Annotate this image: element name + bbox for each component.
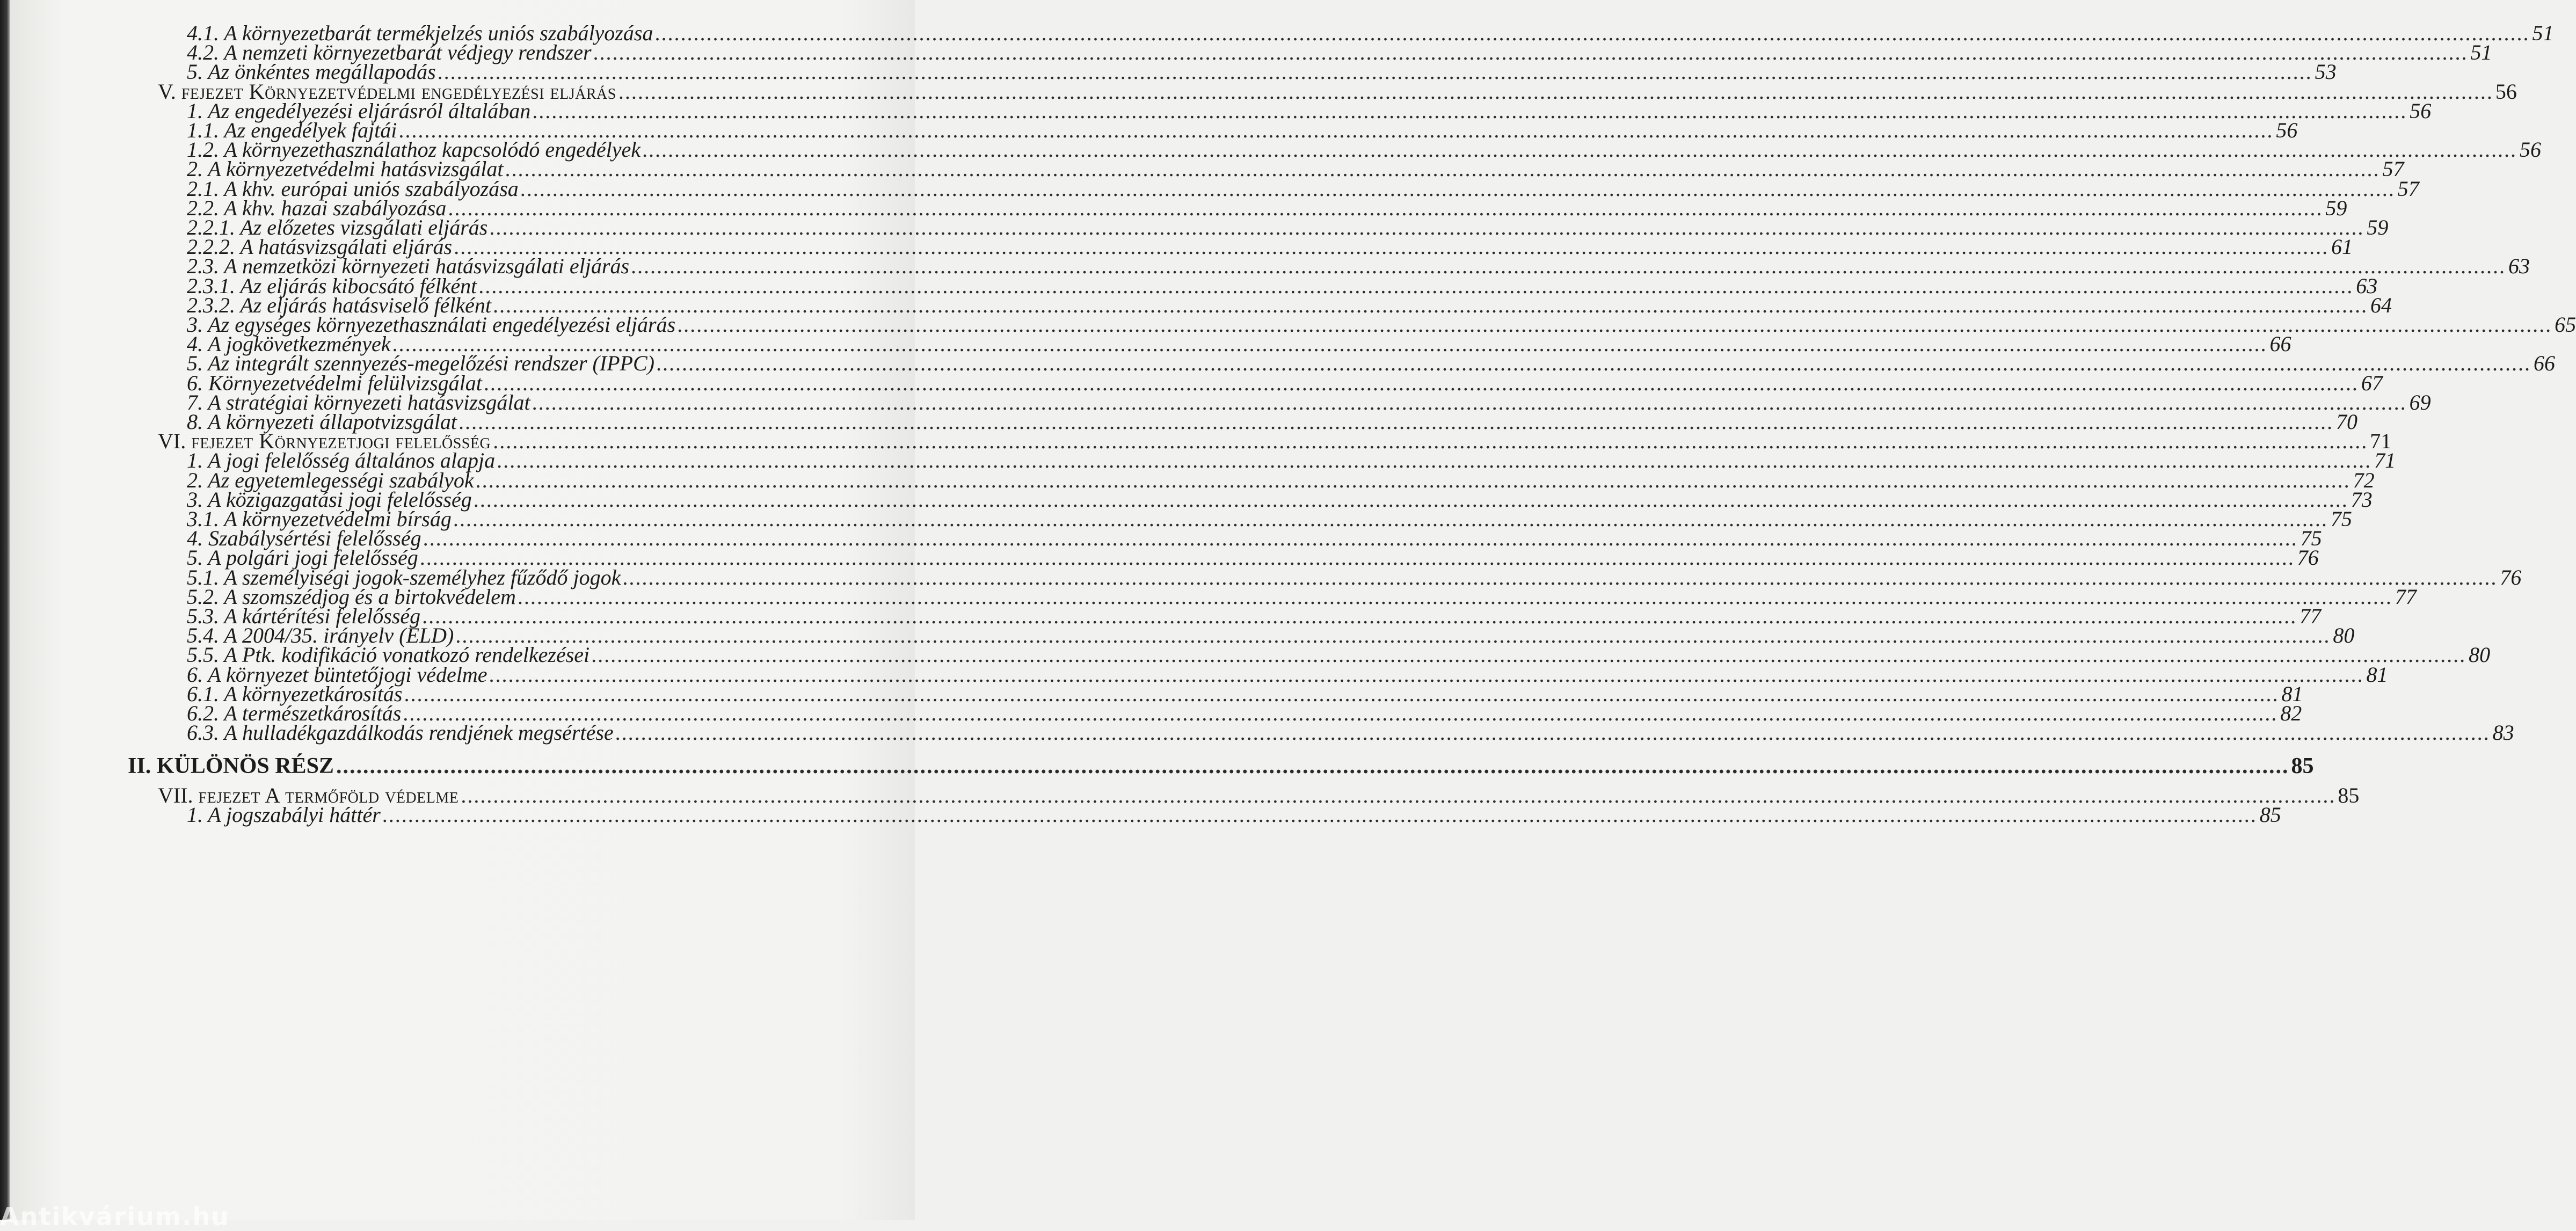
toc-page-number: 72 xyxy=(2353,468,2375,492)
toc-page-number: 83 xyxy=(2492,720,2514,745)
toc-part-entry xyxy=(128,752,2314,780)
toc-page-number: 63 xyxy=(2356,273,2378,298)
toc-page-number: 56 xyxy=(2520,137,2541,162)
toc-entry-title: 4. A jogkövetkezmények xyxy=(187,332,391,356)
book-spine-shadow xyxy=(0,0,10,1220)
toc-entry-title: 2.1. A khv. európai uniós szabályozása xyxy=(187,176,519,201)
toc-page-number: 85 xyxy=(2291,754,2314,779)
toc-entry-title: 5.2. A szomszédjog és a birtokvédelem xyxy=(187,584,516,609)
toc-entry-title: 1.1. Az engedélyek fajtái xyxy=(187,118,397,142)
toc-page-number: 71 xyxy=(2374,448,2396,473)
toc-page-number: 85 xyxy=(2338,783,2360,807)
toc-entry xyxy=(187,801,2281,829)
toc-entry-title: VI. fejezet Környezetjogi felelősség xyxy=(158,429,491,454)
toc-entry-title: 2.3. A nemzetközi környezeti hatásvizsgálati eljárás xyxy=(187,254,630,279)
toc-page-number: 51 xyxy=(2470,40,2492,65)
toc-entry-title: 6.2. A természetkárosítás xyxy=(187,701,402,725)
toc-entry xyxy=(187,719,2514,747)
toc-page-number: 59 xyxy=(2325,195,2347,220)
toc-entry-title: 2.2.2. A hatásvizsgálati eljárás xyxy=(187,235,453,259)
toc-entry-title: 5.4. A 2004/35. irányelv (ELD) xyxy=(187,623,454,648)
toc-page-number: 77 xyxy=(2300,604,2322,628)
toc-entry-title: 5.5. A Ptk. kodifikáció vonatkozó rendelkezései xyxy=(187,643,590,667)
toc-entry-title: 3. Az egységes környezethasználati engedélyezési eljárás xyxy=(187,312,676,337)
toc-entry-title: 1. A jogi felelősség általános alapja xyxy=(187,448,496,473)
toc-entry-title: 6.3. A hulladékgazdálkodás rendjének megsértése xyxy=(187,720,614,745)
toc-entry-title: 5. A polgári jogi felelősség xyxy=(187,545,418,570)
toc-page-number: 71 xyxy=(2370,429,2392,454)
toc-page-number: 66 xyxy=(2533,351,2555,376)
toc-entry-title: 1.2. A környezethasználathoz kapcsolódó engedélyek xyxy=(187,137,641,162)
toc-entry-title: 8. A környezeti állapotvizsgálat xyxy=(187,410,457,434)
toc-entry-title: 3.1. A környezetvédelmi bírság xyxy=(187,507,452,531)
toc-page-number: 76 xyxy=(2500,565,2522,589)
toc-page-number: 57 xyxy=(2382,157,2404,181)
toc-entry-title: V. fejezet Környezetvédelmi engedélyezési eljárás xyxy=(158,79,616,104)
toc-entry-title: 6. A környezet büntetőjogi védelme xyxy=(187,662,487,687)
toc-entry-title: VII. fejezet A termőföld védelme xyxy=(158,783,459,807)
toc-page-number: 76 xyxy=(2297,545,2319,570)
toc-page-number: 70 xyxy=(2335,410,2357,434)
toc-dot-leader xyxy=(336,752,2289,780)
toc-page-number: 77 xyxy=(2395,584,2417,609)
toc-page-number: 81 xyxy=(2281,681,2303,706)
toc-entry-title: 1. Az engedélyezési eljárásról általában xyxy=(187,98,531,123)
toc-entry-title: 2.3.2. Az eljárás hatásviselő félként xyxy=(187,293,491,317)
toc-page-number: 73 xyxy=(2351,487,2373,512)
toc-page-number: 75 xyxy=(2300,526,2322,551)
toc-page-number: 82 xyxy=(2280,701,2302,725)
toc-page-number: 64 xyxy=(2370,293,2392,317)
toc-page-number: 59 xyxy=(2367,215,2389,239)
toc-dot-leader xyxy=(616,719,2491,747)
toc-page-number: 69 xyxy=(2409,390,2431,414)
toc-entry-title: 5. Az önkéntes megállapodás xyxy=(187,60,436,84)
toc-entry-title: 4.1. A környezetbarát termékjelzés uniós szabályozása xyxy=(187,21,653,45)
toc-entry-title: 5. Az integrált szennyezés-megelőzési rendszer (IPPC) xyxy=(187,351,654,376)
toc-entry-title: 4. Szabálysértési felelősség xyxy=(187,526,421,551)
toc-entry-title: 6.1. A környezetkárosítás xyxy=(187,681,403,706)
toc-page-number: 56 xyxy=(2495,79,2517,104)
toc-page-number: 51 xyxy=(2532,21,2554,45)
toc-page-number: 56 xyxy=(2410,98,2432,123)
toc-page-number: 56 xyxy=(2276,118,2298,142)
toc-entry-title: 5.1. A személyiségi jogok-személyhez fűződő jogok xyxy=(187,565,621,589)
toc-entry-title: 1. A jogszabályi háttér xyxy=(187,802,381,827)
toc-page-number: 80 xyxy=(2333,623,2355,648)
toc-entry-title: 2.3.1. Az eljárás kibocsátó félként xyxy=(187,273,477,298)
toc-page-number: 67 xyxy=(2361,370,2383,395)
toc-page-number: 85 xyxy=(2259,802,2281,827)
watermark: Antikvárium.hu xyxy=(0,1202,230,1231)
toc-entry-title: 2.2. A khv. hazai szabályozása xyxy=(187,195,447,220)
toc-entry-title: 2. A környezetvédelmi hatásvizsgálat xyxy=(187,157,504,181)
toc-entry-title: II. KÜLÖNÖS RÉSZ xyxy=(128,754,334,779)
toc-page-number: 65 xyxy=(2555,312,2576,337)
toc-entry-title: 6. Környezetvédelmi felülvizsgálat xyxy=(187,370,482,395)
toc-page-number: 66 xyxy=(2269,332,2291,356)
toc-dot-leader xyxy=(383,801,2258,829)
toc-page-number: 75 xyxy=(2330,507,2352,531)
toc-page-number: 81 xyxy=(2366,662,2388,687)
toc-entry-title: 7. A stratégiai környezeti hatásvizsgálat xyxy=(187,390,530,414)
toc-entry-title: 5.3. A kártérítési felelősség xyxy=(187,604,421,628)
toc-page-number: 80 xyxy=(2469,643,2491,667)
toc-page-number: 61 xyxy=(2331,235,2353,259)
toc-entry-title: 3. A közigazgatási jogi felelősség xyxy=(187,487,472,512)
toc-page-number: 53 xyxy=(2315,60,2337,84)
toc-page-number: 57 xyxy=(2397,176,2419,201)
toc-entry-title: 2.2.1. Az előzetes vizsgálati eljárás xyxy=(187,215,488,239)
toc-entry-title: 4.2. A nemzeti környezetbarát védjegy rendszer xyxy=(187,40,592,65)
toc-page-number: 63 xyxy=(2508,254,2530,279)
toc-entry-title: 2. Az egyetemlegességi szabályok xyxy=(187,468,474,492)
